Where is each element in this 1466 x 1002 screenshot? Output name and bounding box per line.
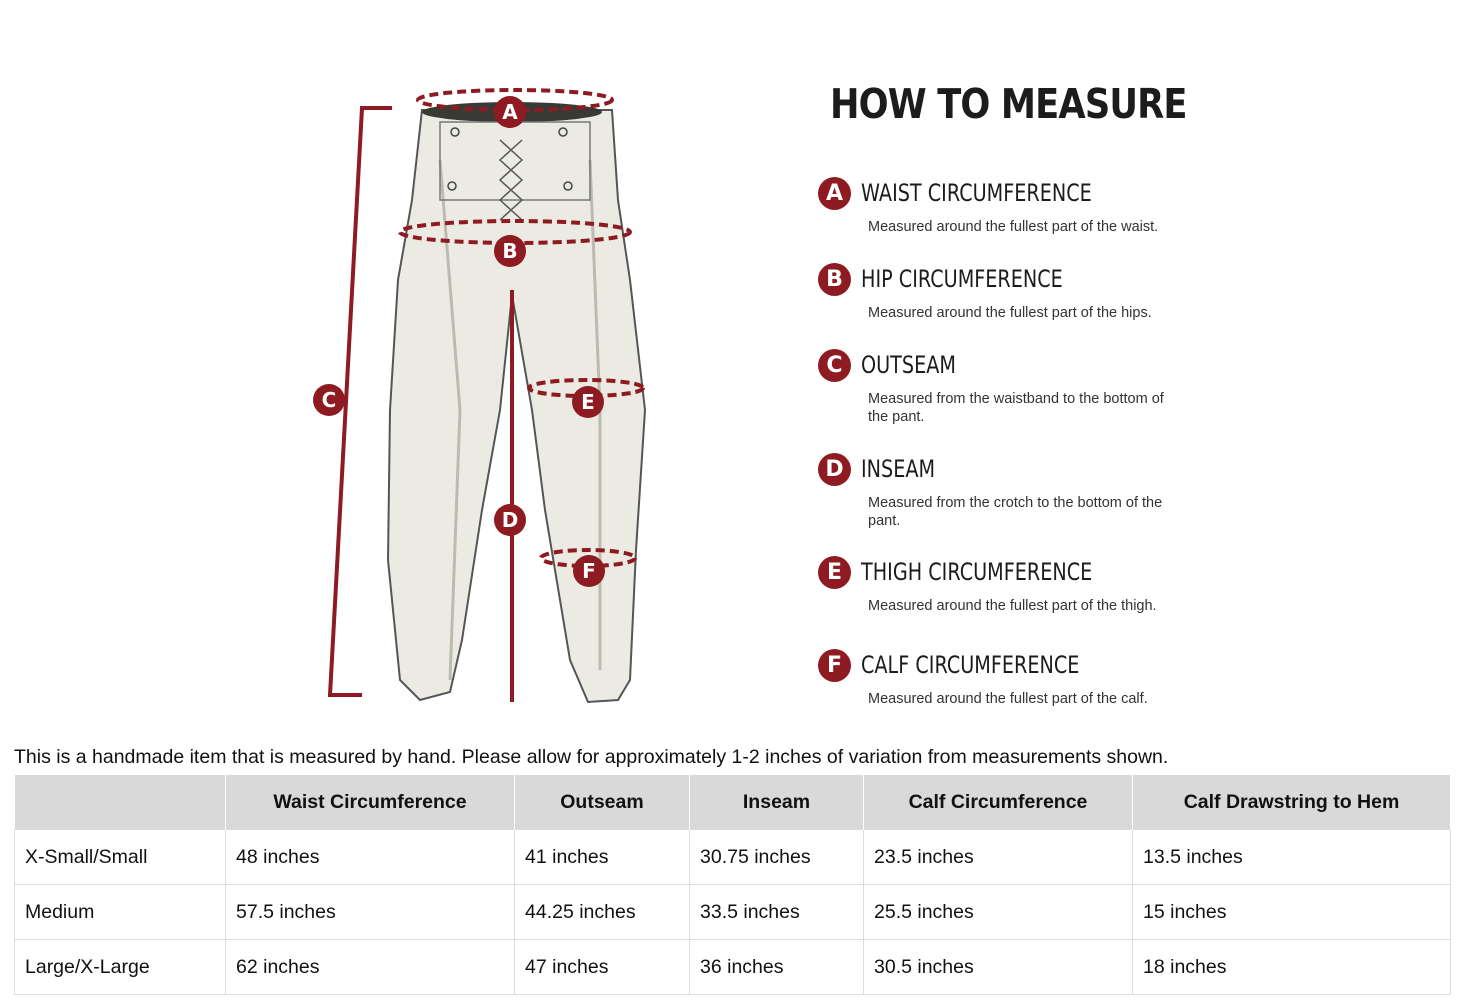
table-cell: X-Small/Small — [15, 830, 226, 885]
table-cell: 15 inches — [1133, 885, 1451, 940]
measure-item-waist — [818, 176, 1218, 236]
measure-name: INSEAM — [861, 455, 936, 483]
measure-description: Measured around the fullest part of the hips. — [868, 305, 1152, 321]
measure-item-inseam — [818, 452, 1218, 530]
measure-item-outseam — [818, 348, 1218, 426]
table-cell: Large/X-Large — [15, 940, 226, 995]
table-cell: 41 inches — [515, 830, 690, 885]
letter-badge: C — [818, 349, 851, 382]
table-row — [15, 940, 1451, 995]
svg-text:F: F — [582, 559, 596, 583]
pants-illustration — [300, 80, 660, 740]
table-cell: 62 inches — [226, 940, 515, 995]
measure-name: OUTSEAM — [861, 351, 956, 379]
table-cell: 25.5 inches — [864, 885, 1133, 940]
measure-item-calf — [818, 648, 1218, 708]
table-cell: 13.5 inches — [1133, 830, 1451, 885]
variation-note: This is a handmade item that is measured by hand. Please allow for approximately 1-2 inches of variation from measurements shown. — [14, 746, 1169, 768]
diagram-label-a — [494, 96, 526, 128]
table-cell: 47 inches — [515, 940, 690, 995]
diagram-label-d — [494, 504, 526, 536]
table-cell: 30.5 inches — [864, 940, 1133, 995]
table-cell: 30.75 inches — [690, 830, 864, 885]
table-cell: 33.5 inches — [690, 885, 864, 940]
letter-badge: E — [818, 556, 851, 589]
diagram-label-c — [313, 384, 345, 416]
letter-badge: B — [818, 263, 851, 296]
letter-badge: A — [818, 177, 851, 210]
table-header: Inseam — [690, 775, 864, 830]
guide-title: HOW TO MEASURE — [830, 80, 1187, 128]
table-cell: 44.25 inches — [515, 885, 690, 940]
measure-name: HIP CIRCUMFERENCE — [861, 265, 1063, 293]
svg-text:A: A — [502, 100, 518, 124]
table-cell: 18 inches — [1133, 940, 1451, 995]
pants-diagram — [300, 80, 660, 740]
diagram-label-f — [573, 555, 605, 587]
table-header: Calf Drawstring to Hem — [1133, 775, 1451, 830]
diagram-label-e — [572, 386, 604, 418]
table-cell: 57.5 inches — [226, 885, 515, 940]
diagram-label-b — [494, 235, 526, 267]
size-table — [14, 775, 1451, 995]
measure-item-thigh — [818, 555, 1218, 615]
measure-description: Measured around the fullest part of the thigh. — [868, 598, 1157, 614]
measure-description: Measured around the fullest part of the waist. — [868, 219, 1159, 235]
table-header-row — [15, 775, 1451, 830]
table-header: Outseam — [515, 775, 690, 830]
measure-name: CALF CIRCUMFERENCE — [861, 651, 1080, 679]
svg-text:D: D — [501, 508, 519, 532]
measure-description: Measured from the crotch to the bottom of the pant. — [868, 495, 1163, 529]
measure-description: Measured around the fullest part of the calf. — [868, 691, 1148, 707]
table-row — [15, 830, 1451, 885]
table-header — [15, 775, 226, 830]
svg-text:B: B — [502, 239, 518, 263]
letter-badge: D — [818, 453, 851, 486]
svg-text:E: E — [581, 390, 595, 414]
table-header: Calf Circumference — [864, 775, 1133, 830]
measure-name: WAIST CIRCUMFERENCE — [861, 179, 1092, 207]
table-cell: 48 inches — [226, 830, 515, 885]
measure-name: THIGH CIRCUMFERENCE — [861, 558, 1093, 586]
table-cell: 23.5 inches — [864, 830, 1133, 885]
table-cell: Medium — [15, 885, 226, 940]
table-header: Waist Circumference — [226, 775, 515, 830]
table-row — [15, 885, 1451, 940]
measure-item-hip — [818, 262, 1218, 322]
measure-description: Measured from the waistband to the bottom of the pant. — [868, 391, 1164, 425]
table-cell: 36 inches — [690, 940, 864, 995]
svg-text:C: C — [321, 388, 337, 412]
pants-shape — [388, 110, 645, 702]
letter-badge: F — [818, 649, 851, 682]
